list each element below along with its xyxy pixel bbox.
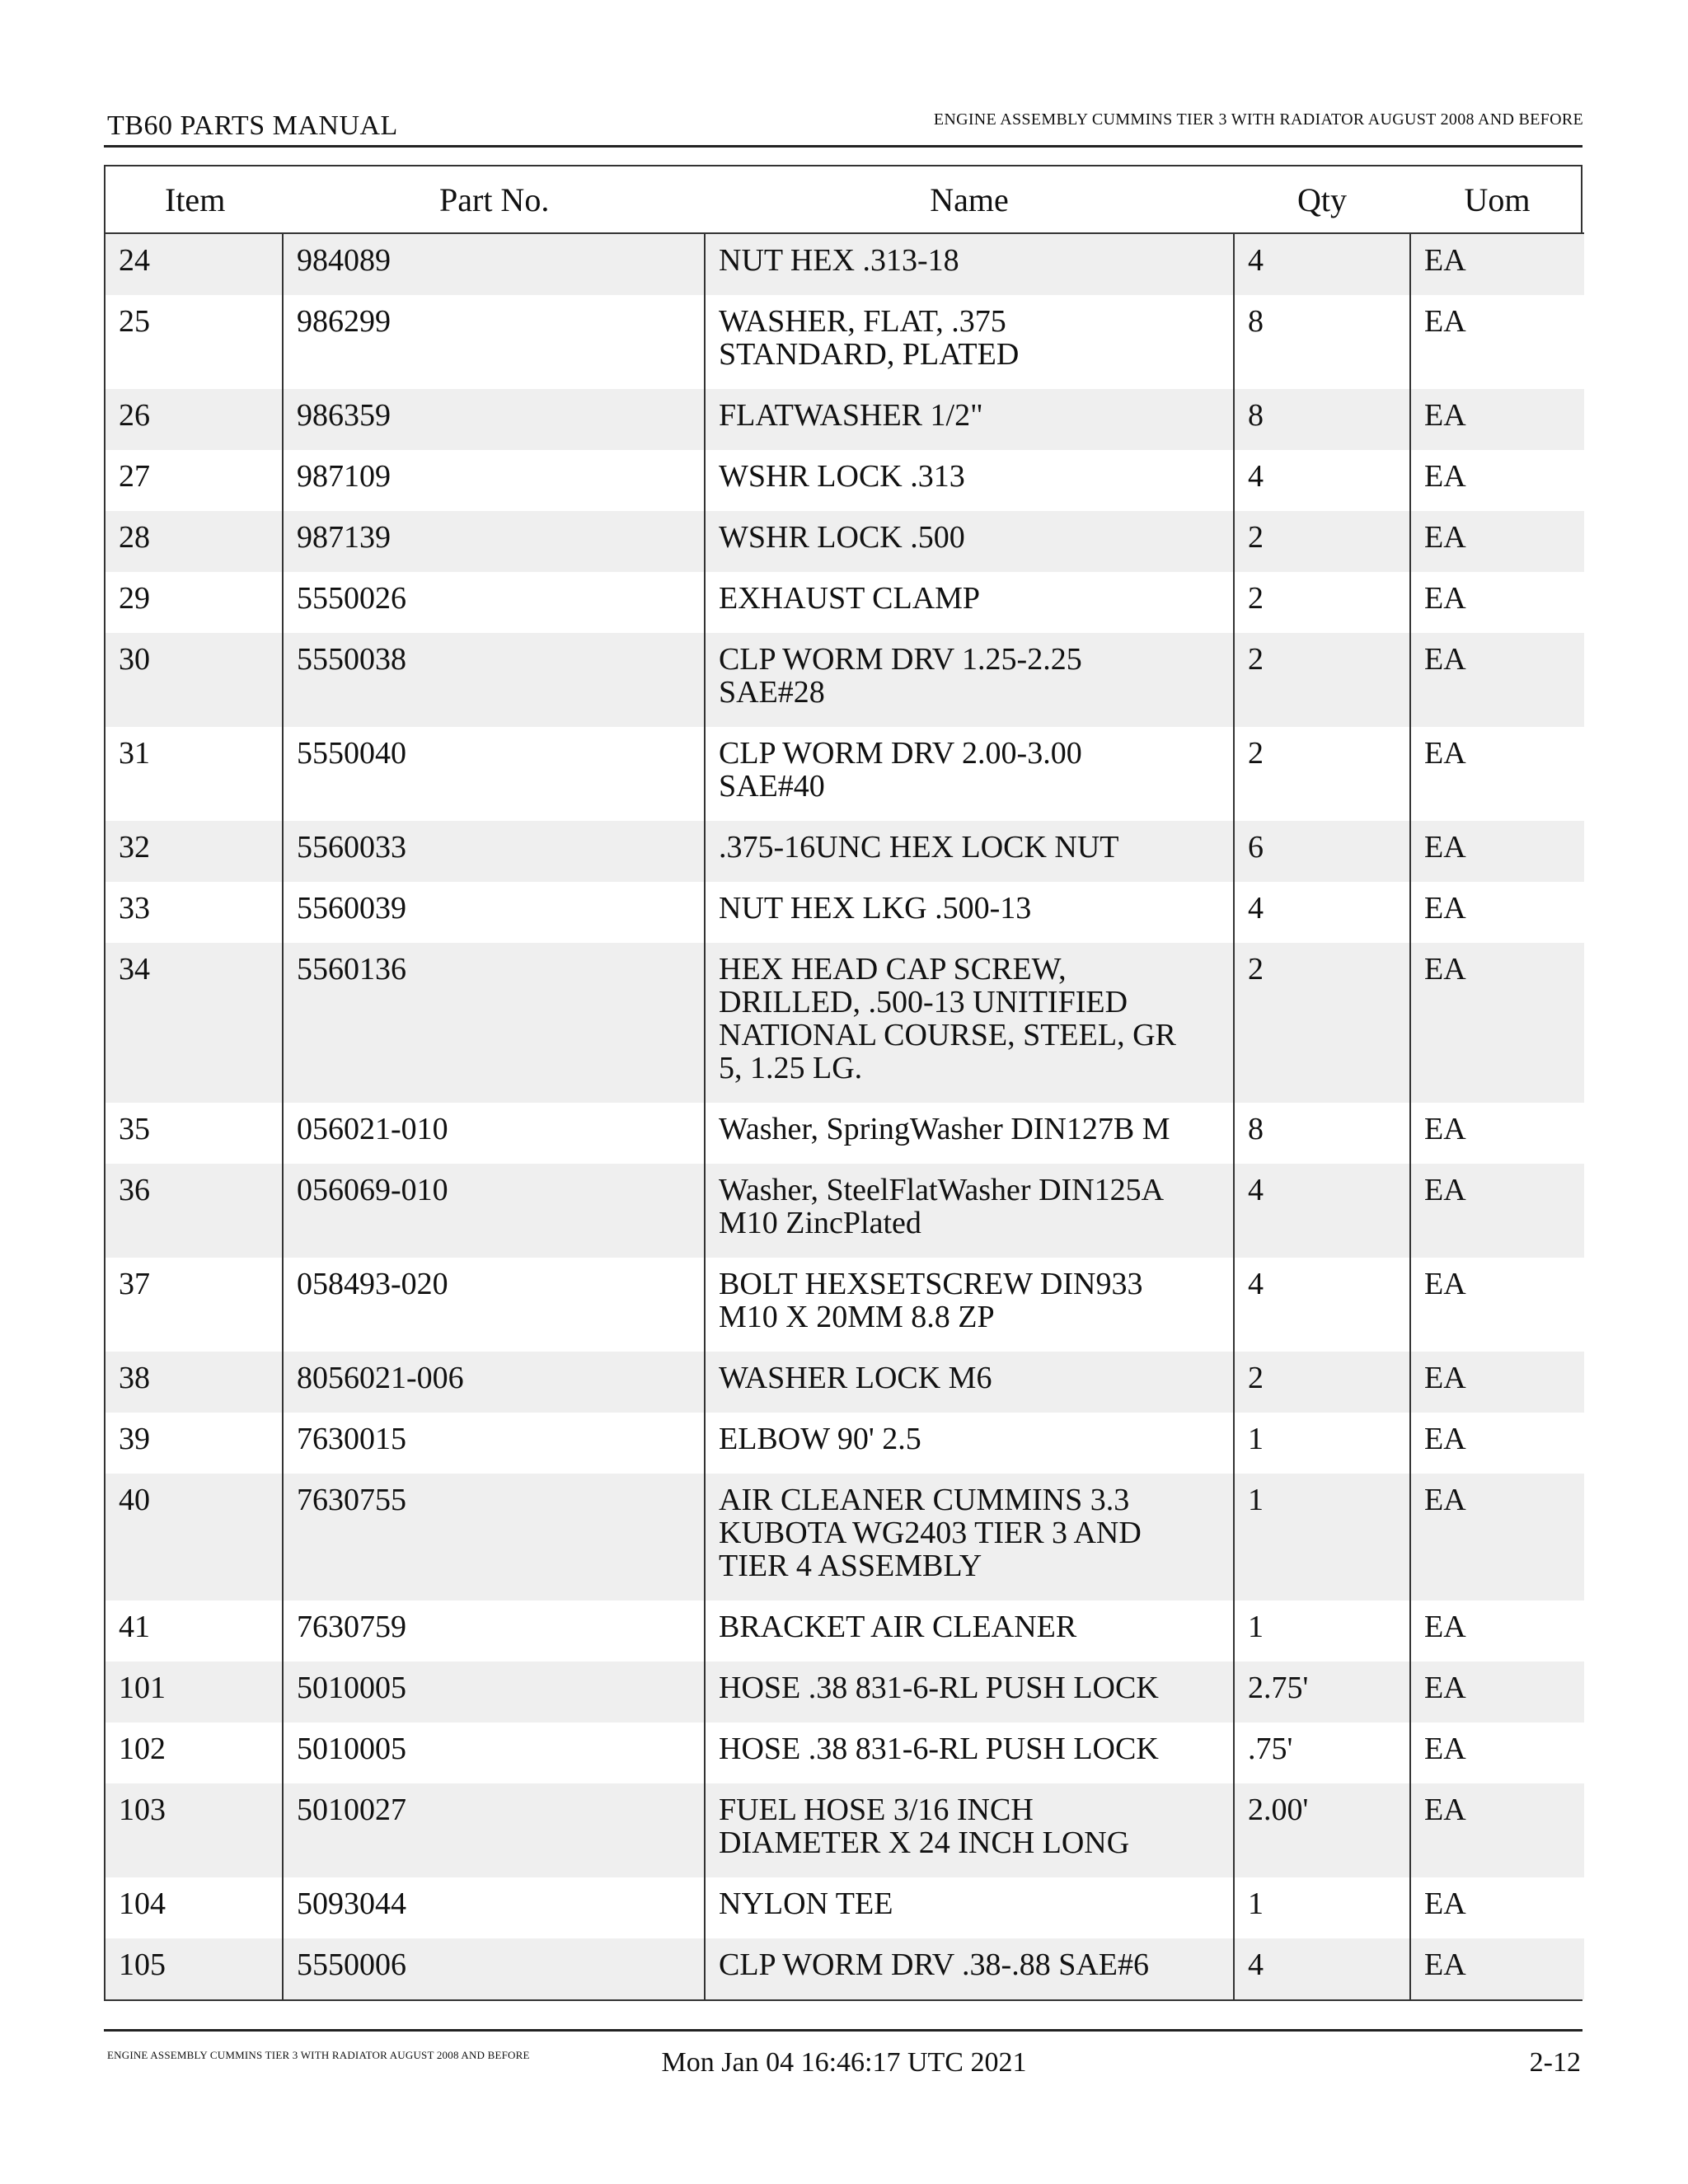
- cell-qty: 4: [1234, 1258, 1410, 1352]
- cell-uom: EA: [1410, 1661, 1584, 1722]
- cell-part-no: 5010005: [283, 1722, 705, 1783]
- cell-part-no: 7630755: [283, 1474, 705, 1601]
- cell-uom: EA: [1410, 1877, 1584, 1938]
- table-row: [106, 389, 1584, 450]
- cell-uom: EA: [1410, 821, 1584, 882]
- cell-uom: EA: [1410, 943, 1584, 1103]
- table-row: [106, 821, 1584, 882]
- cell-name: WSHR LOCK .500: [705, 511, 1234, 572]
- cell-qty: 2: [1234, 727, 1410, 821]
- cell-part-no: 5550040: [283, 727, 705, 821]
- cell-qty: 1: [1234, 1877, 1410, 1938]
- cell-part-no: 5560136: [283, 943, 705, 1103]
- cell-name: HOSE .38 831-6-RL PUSH LOCK: [705, 1661, 1234, 1722]
- cell-qty: .75': [1234, 1722, 1410, 1783]
- table-row: [106, 1783, 1584, 1877]
- cell-qty: 8: [1234, 295, 1410, 389]
- cell-qty: 4: [1234, 882, 1410, 943]
- cell-item: 31: [106, 727, 283, 821]
- table-body: [106, 233, 1584, 1999]
- cell-qty: 4: [1234, 233, 1410, 295]
- section-title: ENGINE ASSEMBLY CUMMINS TIER 3 WITH RADIATOR AUGUST 2008 AND BEFORE: [933, 110, 1583, 129]
- cell-uom: EA: [1410, 1103, 1584, 1164]
- cell-item: 40: [106, 1474, 283, 1601]
- cell-part-no: 5560033: [283, 821, 705, 882]
- cell-qty: 2: [1234, 572, 1410, 633]
- cell-name: .375-16UNC HEX LOCK NUT: [705, 821, 1234, 882]
- cell-part-no: 986359: [283, 389, 705, 450]
- cell-uom: EA: [1410, 882, 1584, 943]
- cell-name: NYLON TEE: [705, 1877, 1234, 1938]
- cell-name: CLP WORM DRV 2.00-3.00 SAE#40: [705, 727, 1234, 821]
- cell-item: 101: [106, 1661, 283, 1722]
- cell-uom: EA: [1410, 1722, 1584, 1783]
- cell-qty: 2: [1234, 511, 1410, 572]
- cell-uom: EA: [1410, 1164, 1584, 1258]
- cell-name: CLP WORM DRV .38-.88 SAE#6: [705, 1938, 1234, 1999]
- cell-qty: 8: [1234, 389, 1410, 450]
- cell-name: FLATWASHER 1/2": [705, 389, 1234, 450]
- cell-name: HEX HEAD CAP SCREW, DRILLED, .500-13 UNITIFIED NATIONAL COURSE, STEEL, GR 5, 1.25 LG.: [705, 943, 1234, 1103]
- footer-section-title: ENGINE ASSEMBLY CUMMINS TIER 3 WITH RADIATOR AUGUST 2008 AND BEFORE: [107, 2049, 530, 2061]
- cell-uom: EA: [1410, 1258, 1584, 1352]
- parts-table-container: [104, 165, 1582, 2001]
- cell-part-no: 5550006: [283, 1938, 705, 1999]
- cell-part-no: 5010027: [283, 1783, 705, 1877]
- cell-item: 30: [106, 633, 283, 727]
- cell-uom: EA: [1410, 572, 1584, 633]
- table-row: [106, 1938, 1584, 1999]
- cell-qty: 2: [1234, 943, 1410, 1103]
- cell-item: 33: [106, 882, 283, 943]
- cell-item: 37: [106, 1258, 283, 1352]
- table-row: [106, 511, 1584, 572]
- cell-name: NUT HEX .313-18: [705, 233, 1234, 295]
- cell-qty: 1: [1234, 1413, 1410, 1474]
- cell-part-no: 5560039: [283, 882, 705, 943]
- table-row: [106, 572, 1584, 633]
- cell-part-no: 7630015: [283, 1413, 705, 1474]
- cell-part-no: 5010005: [283, 1661, 705, 1722]
- table-row: [106, 882, 1584, 943]
- cell-part-no: 5093044: [283, 1877, 705, 1938]
- cell-item: 28: [106, 511, 283, 572]
- cell-part-no: 987109: [283, 450, 705, 511]
- cell-uom: EA: [1410, 450, 1584, 511]
- cell-item: 38: [106, 1352, 283, 1413]
- cell-item: 105: [106, 1938, 283, 1999]
- cell-uom: EA: [1410, 389, 1584, 450]
- cell-item: 27: [106, 450, 283, 511]
- cell-name: Washer, SpringWasher DIN127B M: [705, 1103, 1234, 1164]
- table-row: [106, 1661, 1584, 1722]
- cell-part-no: 058493-020: [283, 1258, 705, 1352]
- cell-name: NUT HEX LKG .500-13: [705, 882, 1234, 943]
- cell-part-no: 7630759: [283, 1601, 705, 1661]
- cell-qty: 4: [1234, 1938, 1410, 1999]
- cell-item: 25: [106, 295, 283, 389]
- table-row: [106, 1258, 1584, 1352]
- table-row: [106, 1601, 1584, 1661]
- column-header-part-no: Part No.: [283, 166, 705, 233]
- column-header-name: Name: [705, 166, 1234, 233]
- cell-item: 39: [106, 1413, 283, 1474]
- cell-part-no: 984089: [283, 233, 705, 295]
- cell-item: 102: [106, 1722, 283, 1783]
- cell-item: 26: [106, 389, 283, 450]
- cell-uom: EA: [1410, 1938, 1584, 1999]
- cell-item: 41: [106, 1601, 283, 1661]
- cell-name: BOLT HEXSETSCREW DIN933 M10 X 20MM 8.8 ZP: [705, 1258, 1234, 1352]
- footer-divider: [104, 2029, 1582, 2032]
- cell-uom: EA: [1410, 727, 1584, 821]
- cell-qty: 2.75': [1234, 1661, 1410, 1722]
- cell-name: ELBOW 90' 2.5: [705, 1413, 1234, 1474]
- cell-part-no: 987139: [283, 511, 705, 572]
- cell-item: 29: [106, 572, 283, 633]
- table-row: [106, 1722, 1584, 1783]
- cell-qty: 6: [1234, 821, 1410, 882]
- table-header-row: [106, 166, 1584, 233]
- table-row: [106, 1352, 1584, 1413]
- parts-table: [106, 166, 1584, 1999]
- cell-part-no: 8056021-006: [283, 1352, 705, 1413]
- table-row: [106, 1877, 1584, 1938]
- cell-qty: 8: [1234, 1103, 1410, 1164]
- cell-qty: 2: [1234, 633, 1410, 727]
- cell-qty: 2: [1234, 1352, 1410, 1413]
- cell-uom: EA: [1410, 295, 1584, 389]
- cell-name: WASHER, FLAT, .375 STANDARD, PLATED: [705, 295, 1234, 389]
- cell-name: EXHAUST CLAMP: [705, 572, 1234, 633]
- table-row: [106, 450, 1584, 511]
- cell-uom: EA: [1410, 1783, 1584, 1877]
- footer-timestamp: Mon Jan 04 16:46:17 UTC 2021: [661, 2047, 1027, 2078]
- cell-name: BRACKET AIR CLEANER: [705, 1601, 1234, 1661]
- cell-qty: 2.00': [1234, 1783, 1410, 1877]
- table-row: [106, 633, 1584, 727]
- cell-part-no: 986299: [283, 295, 705, 389]
- cell-uom: EA: [1410, 1413, 1584, 1474]
- cell-qty: 4: [1234, 450, 1410, 511]
- table-row: [106, 1413, 1584, 1474]
- table-row: [106, 233, 1584, 295]
- table-row: [106, 943, 1584, 1103]
- cell-item: 104: [106, 1877, 283, 1938]
- cell-part-no: 056069-010: [283, 1164, 705, 1258]
- cell-item: 34: [106, 943, 283, 1103]
- cell-qty: 1: [1234, 1474, 1410, 1601]
- column-header-item: Item: [106, 166, 283, 233]
- header-divider: [104, 145, 1582, 148]
- table-row: [106, 295, 1584, 389]
- cell-part-no: 5550026: [283, 572, 705, 633]
- cell-part-no: 056021-010: [283, 1103, 705, 1164]
- cell-item: 36: [106, 1164, 283, 1258]
- column-header-uom: Uom: [1410, 166, 1584, 233]
- cell-name: HOSE .38 831-6-RL PUSH LOCK: [705, 1722, 1234, 1783]
- table-row: [106, 727, 1584, 821]
- cell-name: Washer, SteelFlatWasher DIN125A M10 ZincPlated: [705, 1164, 1234, 1258]
- table-row: [106, 1164, 1584, 1258]
- cell-uom: EA: [1410, 633, 1584, 727]
- cell-name: AIR CLEANER CUMMINS 3.3 KUBOTA WG2403 TIER 3 AND TIER 4 ASSEMBLY: [705, 1474, 1234, 1601]
- cell-part-no: 5550038: [283, 633, 705, 727]
- cell-name: CLP WORM DRV 1.25-2.25 SAE#28: [705, 633, 1234, 727]
- table-row: [106, 1474, 1584, 1601]
- cell-name: WASHER LOCK M6: [705, 1352, 1234, 1413]
- cell-uom: EA: [1410, 1601, 1584, 1661]
- cell-qty: 4: [1234, 1164, 1410, 1258]
- cell-item: 32: [106, 821, 283, 882]
- cell-item: 35: [106, 1103, 283, 1164]
- cell-item: 103: [106, 1783, 283, 1877]
- cell-name: FUEL HOSE 3/16 INCH DIAMETER X 24 INCH LONG: [705, 1783, 1234, 1877]
- cell-uom: EA: [1410, 1352, 1584, 1413]
- table-row: [106, 1103, 1584, 1164]
- cell-uom: EA: [1410, 511, 1584, 572]
- cell-uom: EA: [1410, 233, 1584, 295]
- cell-qty: 1: [1234, 1601, 1410, 1661]
- cell-item: 24: [106, 233, 283, 295]
- manual-title: TB60 PARTS MANUAL: [107, 110, 398, 141]
- page-number: 2-12: [1529, 2047, 1581, 2078]
- column-header-qty: Qty: [1234, 166, 1410, 233]
- cell-name: WSHR LOCK .313: [705, 450, 1234, 511]
- cell-uom: EA: [1410, 1474, 1584, 1601]
